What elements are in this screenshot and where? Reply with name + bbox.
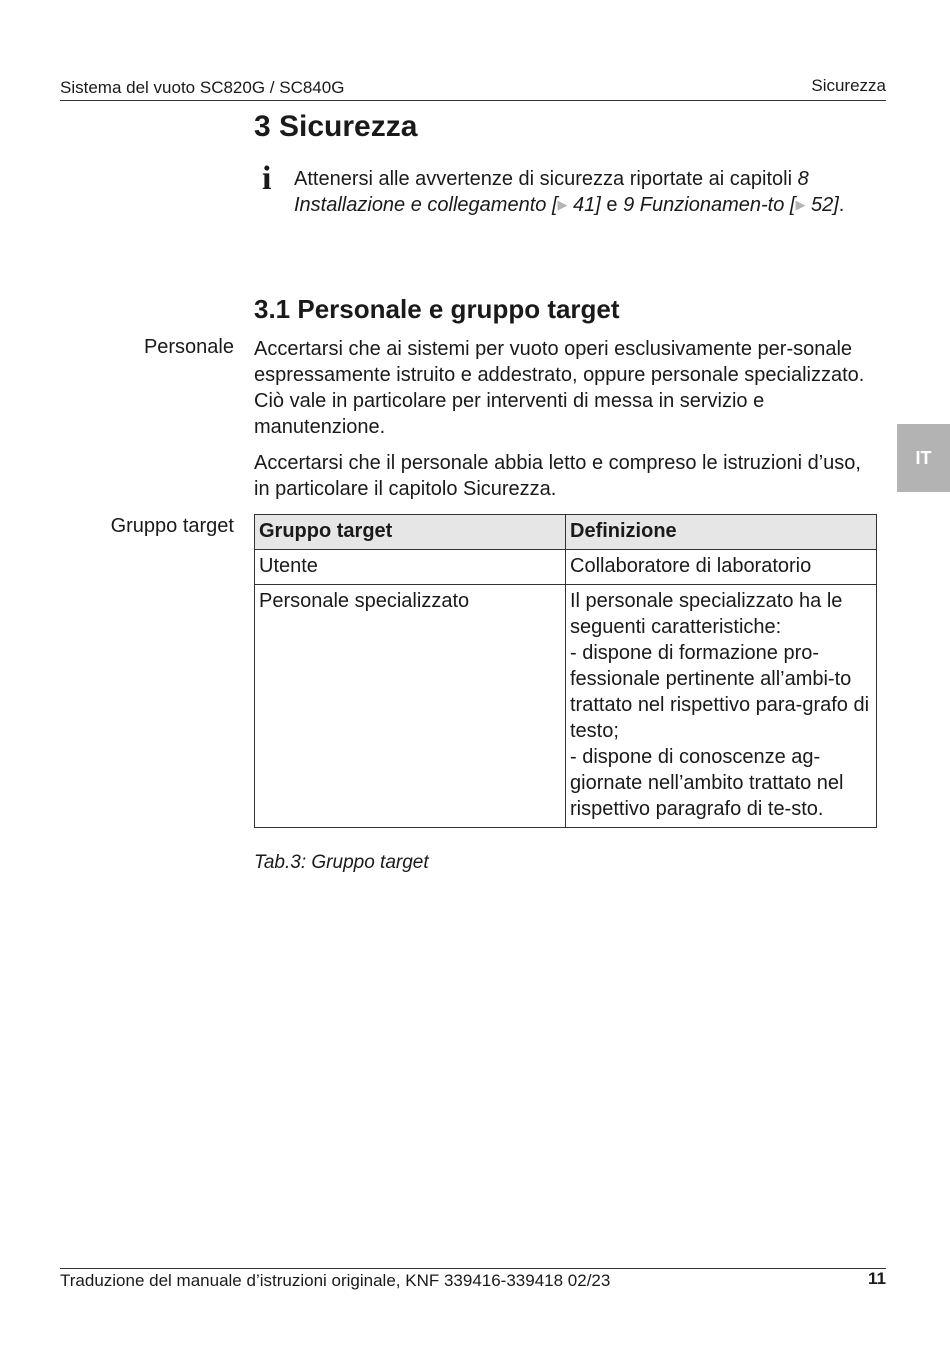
running-header-section: Sicurezza: [811, 76, 886, 95]
table-cell: Personale specializzato: [255, 585, 566, 828]
table-cell: Utente: [255, 550, 566, 585]
table-caption: Tab.3: Gruppo target: [254, 852, 429, 873]
target-group-table: [254, 514, 877, 828]
section-title: 3.1 Personale e gruppo target: [254, 294, 620, 324]
cross-reference-link[interactable]: 8 Installazione e collegamento [▶ 41]: [294, 168, 809, 216]
margin-label-gruppo-target: Gruppo target: [110, 515, 234, 537]
table-row: [255, 585, 877, 828]
table-cell: Il personale specializzato ha le seguenti caratteristiche: - dispone di formazione pro-fessionale pertinente all’ambi-to trattato nel rispettivo para-grafo di testo; - dispone di conoscenze ag-giornate nell’ambito trattato nel rispettivo paragrafo di te-sto.: [566, 585, 877, 828]
info-text-2: e: [600, 194, 624, 216]
info-note: [294, 166, 864, 218]
column-header: Gruppo target: [255, 515, 566, 550]
table-cell: Collaboratore di laboratorio: [566, 550, 877, 585]
page-number: 11: [868, 1269, 886, 1288]
info-icon: i: [262, 160, 272, 197]
table-header-row: [255, 515, 877, 550]
margin-label-personale: Personale: [143, 336, 234, 358]
language-tab: IT: [897, 424, 950, 492]
footer-text: Traduzione del manuale d’istruzioni originale, KNF 339416-339418 02/23: [60, 1271, 611, 1290]
cross-reference-link[interactable]: 9 Funzionamen-to [▶ 52]: [623, 194, 839, 216]
info-text-3: .: [838, 194, 845, 216]
footer-divider: [60, 1268, 886, 1269]
paragraph-personale: Accertarsi che ai sistemi per vuoto operi esclusivamente per-sonale espressamente istruito e addestrato, oppure personale specializzato. Ciò vale in particolare per interventi di messa in servizio e manutenzione.: [254, 338, 865, 438]
header-divider: [60, 100, 886, 101]
paragraph-istruzioni: Accertarsi che il personale abbia letto e compreso le istruzioni d’uso, in particolare il capitolo Sicurezza.: [254, 452, 861, 500]
arrow-right-icon: ▶: [557, 197, 568, 212]
column-header: Definizione: [566, 515, 877, 550]
chapter-title: 3 Sicurezza: [254, 110, 418, 143]
table-row: [255, 550, 877, 585]
info-text-1: Attenersi alle avvertenze di sicurezza riportate ai capitoli: [294, 168, 793, 190]
arrow-right-icon: ▶: [795, 197, 806, 212]
running-header-title: Sistema del vuoto SC820G / SC840G: [60, 78, 345, 97]
